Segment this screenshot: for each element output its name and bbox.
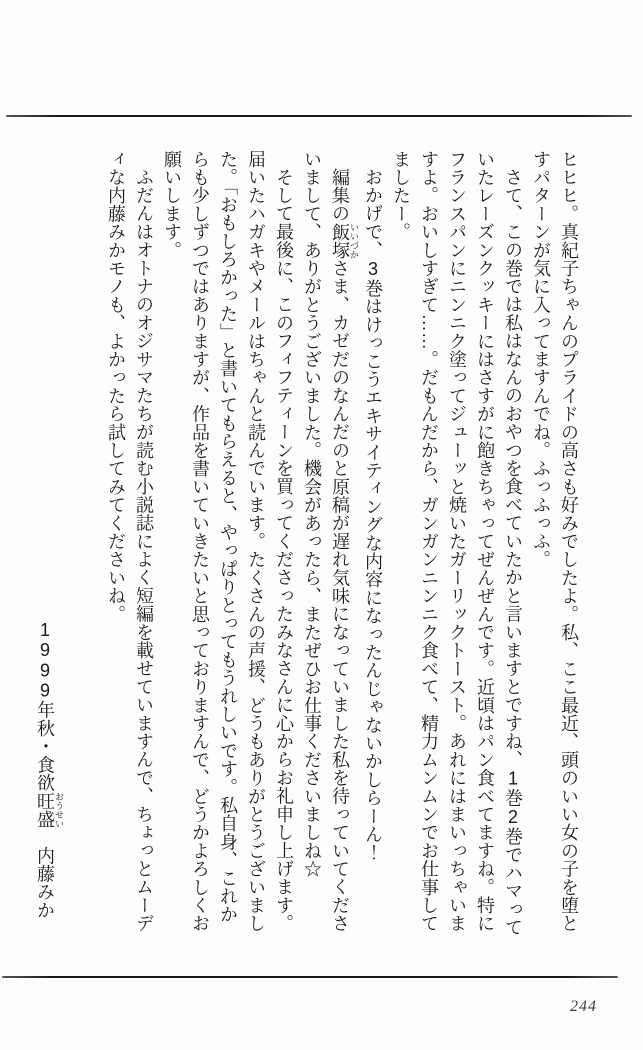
bottom-rule [2, 976, 618, 978]
afterword-paragraph: さて、この巻では私はなんのおやつを食べていたかと言いますとですね、1巻2巻でハマっていたレーズンクッキーにはさすがに飽きちゃってぜんぜんです。近頃はパン食べてますね。特にフランスパンにニンニク塗ってジューッと焼いたガーリックトースト。あれにはまいっちゃいますよ。おいしすぎて……。だもんだから、ガンガンニンニク食べて、精力ムンムンでお仕事してましたー。 [391, 150, 523, 937]
afterword-paragraph: そして最後に、このフィフティーンを買ってくださったみなさんに心からお礼申し上げます。届いたハガキやメールはちゃんと読んでいます。たくさんの声援、どうもありがとうございました。「おもしろかった」と書いてもらえると、やっぱりとってもうれしいです。私自身、これからも少しずつではありますが、作品を書いていきたいと思っておりますんで、どうかよろしくお願いします。 [162, 150, 294, 933]
afterword-paragraph: 編集の飯塚 いいづかさま、カゼだのなんだのと原稿が遅れ気味になっていました私を待っていてくださいまして、ありがとうございました。機会があったら、またぜひお仕事くださいましね☆ [302, 150, 359, 933]
afterword-paragraph: ヒヒヒ。真紀子ちゃんのプライドの高さも好みでしたよ。私、ここ最近、頭のいい女の子を堕とすパターンが気に入ってますんでね。ふっふっふ。 [531, 150, 579, 933]
signature-line: 1999年秋・食欲旺盛 おうせい 内藤みか [35, 620, 64, 920]
ruby-annotated-text: 旺盛 おうせい [35, 791, 64, 829]
upright-number: 1999 [35, 620, 55, 701]
top-rule [6, 115, 632, 117]
upright-number: 3 [363, 259, 383, 280]
ruby-annotated-text: 飯塚 いいづか [330, 222, 359, 260]
upright-number: 1 [503, 768, 523, 789]
afterword-text [31, 150, 583, 940]
afterword-paragraph: ふだんはオトナのオジサマたちが読む小説誌によく短編を載せていますんで、ちょっとムーディな内藤みかモノも、よかったら試してみてくださいね。 [106, 150, 154, 933]
page-number: 244 [570, 998, 597, 1015]
upright-number: 2 [503, 807, 523, 828]
afterword-paragraph: おかげで、3巻はけっこうエキサイティングな内容になったんじゃないかしらーん！ [363, 168, 383, 862]
